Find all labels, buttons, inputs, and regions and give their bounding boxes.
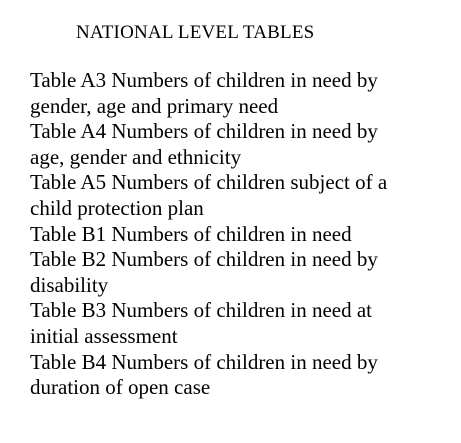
table-entry-line: duration of open case (30, 375, 211, 400)
table-entry-a4 (30, 119, 455, 170)
table-entry-a3 (30, 68, 455, 119)
table-entry-line: child protection plan (30, 195, 204, 220)
page-heading: NATIONAL LEVEL TABLES (76, 22, 315, 43)
table-list (30, 68, 455, 401)
table-entry-line: Table A4 Numbers of children in need by (30, 119, 378, 144)
table-entry-b1 (30, 222, 455, 248)
table-entry-line: Table A3 Numbers of children in need by (30, 68, 378, 92)
table-entry-line: Table B2 Numbers of children in need by (30, 247, 378, 272)
table-entry-line: age, gender and ethnicity (30, 144, 242, 169)
table-entry-b2 (30, 247, 455, 298)
table-entry-line: Table B3 Numbers of children in need at (30, 298, 373, 323)
table-entry-line: Table B4 Numbers of children in need by (30, 349, 378, 374)
table-entry-b3 (30, 298, 455, 349)
table-entry-line: Table B1 Numbers of children in need (30, 221, 352, 246)
table-entry-line: Table A5 Numbers of children subject of a (30, 170, 388, 195)
table-entry-line: initial assessment (30, 323, 178, 348)
table-entry-line: gender, age and primary need (30, 93, 279, 118)
table-entry-a5 (30, 170, 455, 221)
table-entry-line: disability (30, 272, 109, 297)
table-entry-b4 (30, 350, 455, 401)
